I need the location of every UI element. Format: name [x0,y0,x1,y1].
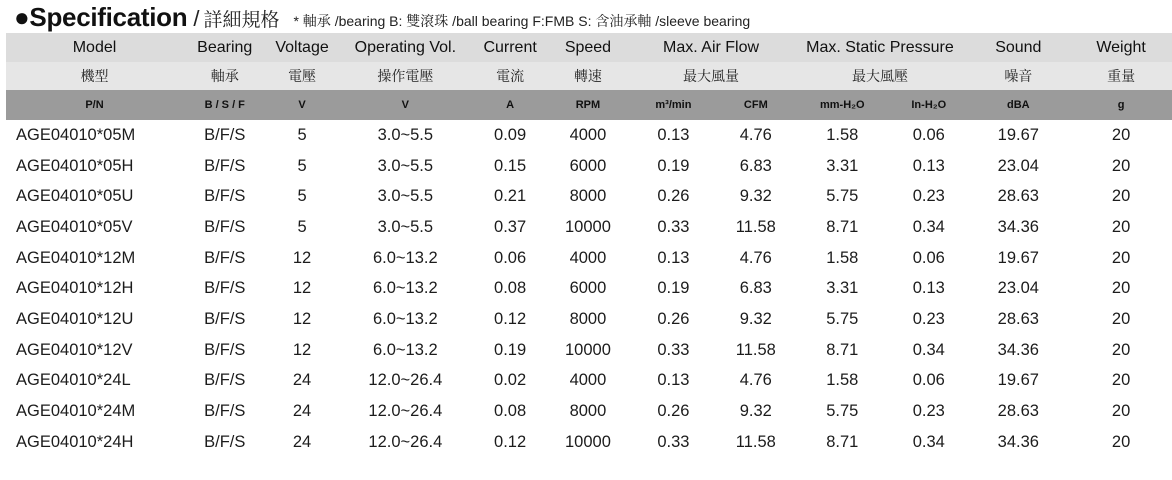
col-header-cn-static-pressure: 最大風壓 [793,62,966,90]
cell-sound: 19.67 [997,125,1039,144]
cell-bearing: B/F/S [204,340,246,359]
header-row-units [6,90,1172,120]
cell-model: AGE04010*05V [16,217,133,236]
cell-speed: 8000 [569,187,607,206]
cell-model: AGE04010*24L [16,371,131,390]
cell-pressure-inh2o: 0.34 [912,217,945,236]
table-row [6,243,1172,274]
table-row [6,396,1172,427]
table-row [6,120,1172,151]
cell-voltage: 24 [292,432,312,451]
cell-air-flow-cfm: 11.58 [735,340,776,359]
cell-air-flow-m3min: 0.33 [657,217,690,236]
cell-pressure-inh2o: 0.06 [912,371,945,390]
cell-bearing: B/F/S [204,156,246,175]
col-header-speed: Speed [547,33,628,62]
cell-operating-vol: 6.0~13.2 [372,248,438,267]
unit-mmh2o: mm-H₂O [793,90,891,120]
cell-weight: 20 [1111,402,1131,421]
unit-op-v: V [338,90,473,120]
table-row [6,366,1172,397]
cell-pressure-mmh2o: 1.58 [826,371,859,390]
col-header-bearing: Bearing [183,33,266,62]
cell-model: AGE04010*12H [16,279,134,298]
cell-model: AGE04010*05M [16,125,136,144]
cell-current: 0.08 [494,279,527,298]
table-row [6,335,1172,366]
table-row [6,304,1172,335]
cell-voltage: 24 [292,371,312,390]
cell-air-flow-cfm: 4.76 [739,371,772,390]
cell-model: AGE04010*24M [16,402,136,421]
cell-operating-vol: 3.0~5.5 [377,125,434,144]
cell-weight: 20 [1111,125,1131,144]
cell-pressure-inh2o: 0.06 [912,248,945,267]
cell-operating-vol: 12.0~26.4 [368,432,443,451]
cell-air-flow-m3min: 0.33 [657,340,690,359]
unit-dba: dBA [966,90,1070,120]
cell-sound: 28.63 [997,187,1039,206]
cell-pressure-mmh2o: 5.75 [826,402,859,421]
cell-pressure-mmh2o: 5.75 [826,187,859,206]
cell-operating-vol: 6.0~13.2 [372,340,438,359]
cell-weight: 20 [1111,309,1131,328]
header-row-en [6,33,1172,62]
unit-m3min: m³/min [629,90,719,120]
cell-air-flow-m3min: 0.26 [657,402,690,421]
bearing-note: * 軸承 /bearing B: 雙滾珠 /ball bearing F:FMB S: 含油承軸 /sleeve bearing [293,13,751,29]
cell-air-flow-cfm: 9.32 [739,309,772,328]
cell-model: AGE04010*12V [16,340,133,359]
col-header-cn-speed: 轉速 [547,62,628,90]
cell-pressure-mmh2o: 8.71 [826,432,859,451]
col-header-cn-bearing: 軸承 [183,62,266,90]
cell-bearing: B/F/S [204,371,246,390]
cell-operating-vol: 12.0~26.4 [368,402,443,421]
unit-a: A [473,90,547,120]
cell-air-flow-cfm: 6.83 [739,156,772,175]
cell-pressure-inh2o: 0.34 [912,340,945,359]
cell-model: AGE04010*05H [16,156,134,175]
cell-sound: 23.04 [997,279,1039,298]
header-row-cn [6,62,1172,90]
spec-title [14,2,750,32]
cell-air-flow-cfm: 4.76 [739,248,772,267]
cell-pressure-inh2o: 0.13 [912,279,945,298]
col-header-operating-vol: Operating Vol. [338,33,473,62]
cell-air-flow-m3min: 0.26 [657,187,690,206]
col-header-weight: Weight [1070,33,1172,62]
cell-bearing: B/F/S [204,217,246,236]
cell-current: 0.15 [494,156,527,175]
col-header-model: Model [6,33,183,62]
cell-pressure-mmh2o: 3.31 [826,156,859,175]
cell-operating-vol: 6.0~13.2 [372,279,438,298]
cell-speed: 4000 [569,125,607,144]
cell-pressure-inh2o: 0.34 [912,432,945,451]
cell-sound: 28.63 [997,309,1039,328]
cell-pressure-mmh2o: 3.31 [826,279,859,298]
col-header-cn-operating-vol: 操作電壓 [338,62,473,90]
cell-bearing: B/F/S [204,279,246,298]
cell-current: 0.09 [494,125,527,144]
col-header-cn-air-flow: 最大風量 [629,62,794,90]
cell-speed: 6000 [569,156,607,175]
cell-pressure-mmh2o: 5.75 [826,309,859,328]
cell-bearing: B/F/S [204,187,246,206]
table-row [6,151,1172,182]
cell-air-flow-m3min: 0.19 [657,156,690,175]
cell-air-flow-m3min: 0.13 [657,248,690,267]
col-header-cn-sound: 噪音 [966,62,1070,90]
cell-weight: 20 [1111,156,1131,175]
cell-speed: 8000 [569,402,607,421]
col-header-current: Current [473,33,547,62]
cell-current: 0.06 [494,248,527,267]
cell-voltage: 12 [292,248,312,267]
cell-model: AGE04010*24H [16,432,134,451]
cell-speed: 10000 [565,340,611,359]
cell-sound: 23.04 [997,156,1039,175]
cell-model: AGE04010*05U [16,187,134,206]
cell-operating-vol: 12.0~26.4 [368,371,443,390]
cell-current: 0.08 [494,402,527,421]
cell-voltage: 12 [292,340,312,359]
unit-inh2o: In-H₂O [891,90,966,120]
title-cn: 詳細規格 [203,10,280,31]
cell-voltage: 5 [297,125,307,144]
cell-current: 0.12 [494,309,527,328]
col-header-voltage: Voltage [266,33,337,62]
cell-weight: 20 [1111,279,1131,298]
cell-current: 0.12 [494,432,527,451]
col-header-cn-voltage: 電壓 [266,62,337,90]
cell-operating-vol: 3.0~5.5 [377,156,434,175]
cell-air-flow-cfm: 9.32 [739,402,772,421]
cell-bearing: B/F/S [204,432,246,451]
cell-weight: 20 [1111,340,1131,359]
cell-air-flow-m3min: 0.13 [657,371,690,390]
cell-sound: 19.67 [997,248,1039,267]
cell-pressure-inh2o: 0.06 [912,125,945,144]
unit-v: V [266,90,337,120]
unit-cfm: CFM [718,90,793,120]
cell-model: AGE04010*12M [16,248,136,267]
cell-pressure-inh2o: 0.23 [912,187,945,206]
col-header-cn-weight: 重量 [1070,62,1172,90]
cell-pressure-mmh2o: 1.58 [826,125,859,144]
cell-air-flow-cfm: 6.83 [739,279,772,298]
title-en: ●Specification [14,2,188,32]
unit-pn: P/N [6,90,183,120]
cell-sound: 19.67 [997,371,1039,390]
cell-bearing: B/F/S [204,248,246,267]
cell-speed: 10000 [565,432,611,451]
cell-bearing: B/F/S [204,125,246,144]
cell-bearing: B/F/S [204,402,246,421]
cell-pressure-mmh2o: 1.58 [826,248,859,267]
cell-pressure-inh2o: 0.13 [912,156,945,175]
cell-weight: 20 [1111,187,1131,206]
cell-air-flow-m3min: 0.19 [657,279,690,298]
cell-speed: 4000 [569,248,607,267]
unit-bsf: B / S / F [183,90,266,120]
unit-rpm: RPM [547,90,628,120]
cell-pressure-mmh2o: 8.71 [826,217,859,236]
cell-pressure-inh2o: 0.23 [912,402,945,421]
title-slash: / [193,6,200,31]
col-header-air-flow: Max. Air Flow [629,33,794,62]
col-header-cn-model: 機型 [6,62,183,90]
cell-sound: 34.36 [997,432,1039,451]
table-row [6,427,1172,458]
cell-current: 0.37 [494,217,527,236]
cell-speed: 6000 [569,279,607,298]
cell-operating-vol: 3.0~5.5 [377,217,434,236]
cell-speed: 8000 [569,309,607,328]
cell-pressure-mmh2o: 8.71 [826,340,859,359]
cell-air-flow-cfm: 11.58 [735,217,776,236]
cell-current: 0.19 [494,340,527,359]
cell-model: AGE04010*12U [16,309,134,328]
cell-sound: 34.36 [997,217,1039,236]
cell-voltage: 5 [297,217,307,236]
cell-operating-vol: 6.0~13.2 [372,309,438,328]
cell-current: 0.02 [494,371,527,390]
cell-sound: 34.36 [997,340,1039,359]
cell-air-flow-cfm: 4.76 [739,125,772,144]
col-header-static-pressure: Max. Static Pressure [793,33,966,62]
cell-voltage: 24 [292,402,312,421]
table-row [6,212,1172,243]
col-header-cn-current: 電流 [473,62,547,90]
cell-speed: 4000 [569,371,607,390]
cell-weight: 20 [1111,432,1131,451]
spec-table [6,33,1172,458]
cell-pressure-inh2o: 0.23 [912,309,945,328]
cell-voltage: 12 [292,279,312,298]
unit-g: g [1070,90,1172,120]
cell-air-flow-cfm: 9.32 [739,187,772,206]
cell-speed: 10000 [565,217,611,236]
cell-weight: 20 [1111,248,1131,267]
cell-sound: 28.63 [997,402,1039,421]
cell-operating-vol: 3.0~5.5 [377,187,434,206]
cell-voltage: 12 [292,309,312,328]
col-header-sound: Sound [966,33,1070,62]
cell-bearing: B/F/S [204,309,246,328]
cell-weight: 20 [1111,217,1131,236]
cell-current: 0.21 [494,187,527,206]
cell-weight: 20 [1111,371,1131,390]
cell-air-flow-m3min: 0.13 [657,125,690,144]
cell-voltage: 5 [297,187,307,206]
cell-voltage: 5 [297,156,307,175]
table-row [6,273,1172,304]
cell-air-flow-cfm: 11.58 [735,432,776,451]
cell-air-flow-m3min: 0.26 [657,309,690,328]
cell-air-flow-m3min: 0.33 [657,432,690,451]
table-row [6,181,1172,212]
spec-table-body [6,120,1172,458]
